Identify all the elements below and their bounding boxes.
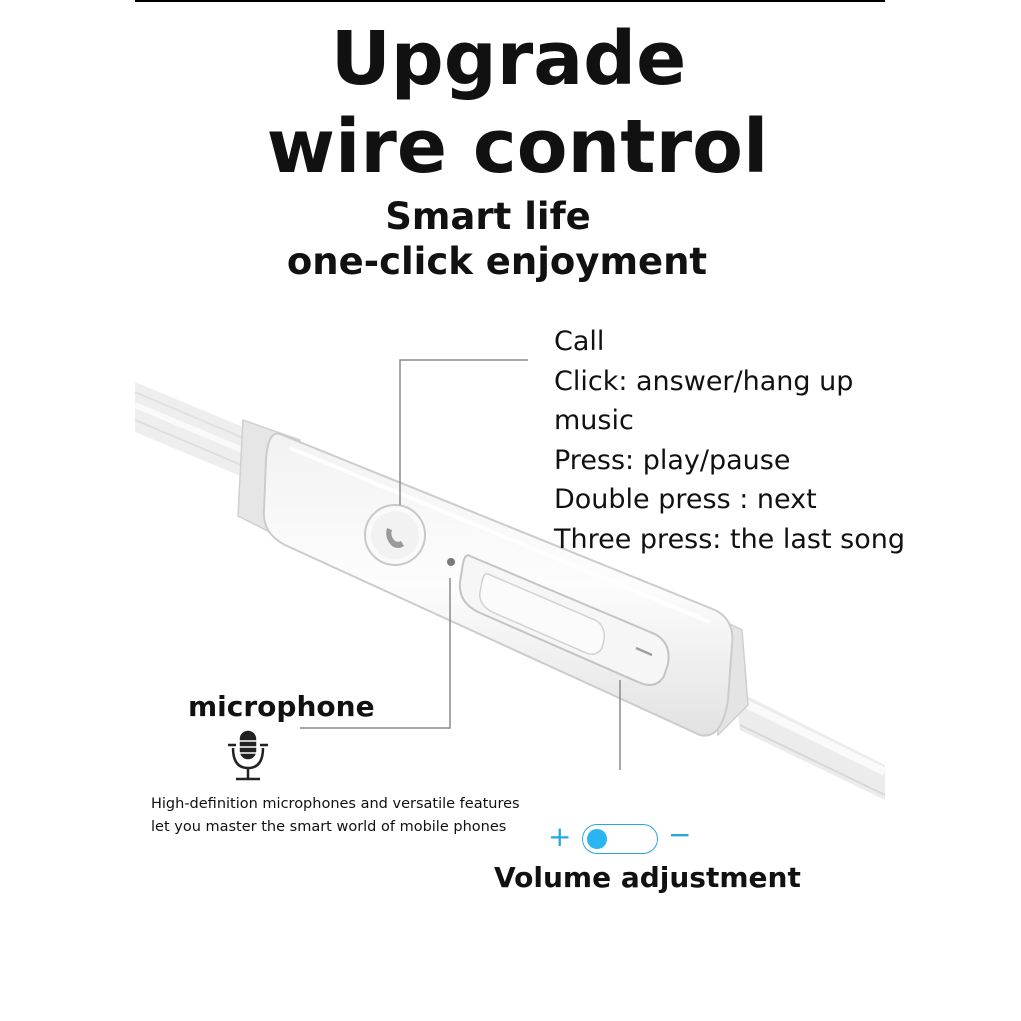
headline-line-1: Upgrade: [330, 16, 687, 102]
microphone-description-line-1: High-definition microphones and versatile features: [151, 796, 520, 812]
volume-minus-icon: −: [668, 818, 692, 851]
call-function-item: Call: [554, 326, 605, 357]
microphone-icon: [228, 732, 268, 779]
call-function-item: Click: answer/hang up: [554, 365, 854, 397]
call-button[interactable]: [365, 505, 425, 565]
call-functions-list: [554, 322, 905, 559]
microphone-hole: [447, 558, 455, 566]
microphone-title: microphone: [188, 690, 375, 723]
call-function-item: music: [554, 405, 634, 436]
volume-toggle[interactable]: [582, 824, 658, 854]
subheadline-line-2: one-click enjoyment: [286, 240, 708, 283]
volume-plus-icon: +: [548, 820, 572, 853]
volume-title: Volume adjustment: [494, 861, 801, 894]
call-function-item: Double press : next: [554, 484, 817, 515]
left-cable: [135, 382, 250, 478]
headline-line-2: wire control: [266, 104, 769, 190]
microphone-description: [151, 793, 520, 839]
subheadline-line-1: Smart life: [385, 195, 591, 238]
right-cable: [735, 690, 885, 800]
volume-toggle-thumb[interactable]: [587, 829, 607, 849]
microphone-description-line-2: let you master the smart world of mobile phones: [151, 819, 507, 835]
call-function-item: Press: play/pause: [554, 444, 791, 476]
call-function-item: Three press: the last song: [554, 523, 905, 555]
